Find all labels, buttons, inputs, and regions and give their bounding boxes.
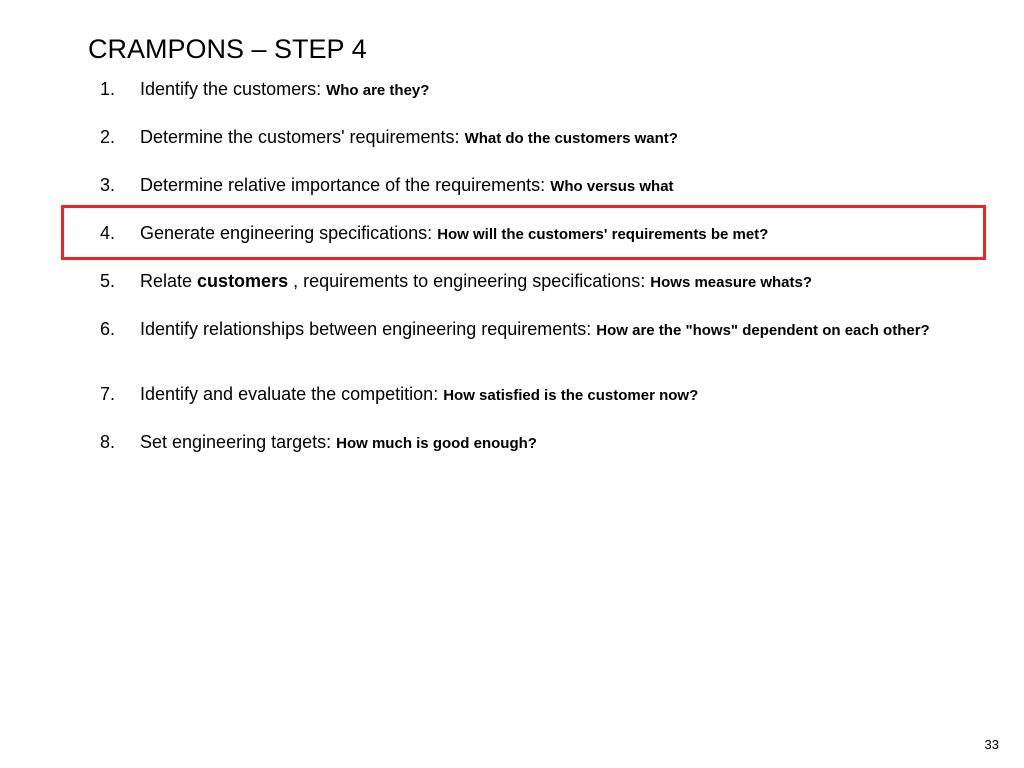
step-text: Identify relationships between engineering requirements: <box>140 319 597 339</box>
step-question: Who are they? <box>326 82 430 99</box>
step-6 <box>98 319 938 341</box>
step-body <box>140 127 938 149</box>
step-body <box>140 79 938 101</box>
step-number: 4. <box>100 223 116 243</box>
step-body <box>140 271 938 293</box>
step-2 <box>98 127 938 149</box>
step-question: How much is good enough? <box>336 435 537 452</box>
step-number: 3. <box>100 175 116 195</box>
step-body <box>140 432 938 454</box>
step-text: Generate engineering specifications: <box>140 223 438 243</box>
step-number: 6. <box>100 319 116 339</box>
step-body <box>140 384 938 406</box>
slide-title: CRAMPONS – STEP 4 <box>88 34 367 64</box>
step-8 <box>98 432 938 454</box>
step-question: What do the customers want? <box>464 130 678 147</box>
step-body <box>140 319 934 341</box>
step-text: Set engineering targets: <box>140 432 337 452</box>
step-body <box>140 223 938 245</box>
step-question: How will the customers' requirements be met? <box>437 226 769 243</box>
step-body <box>140 175 938 197</box>
step-number: 1. <box>100 79 116 99</box>
step-text: Determine relative importance of the requirements: <box>140 175 551 195</box>
step-number: 5. <box>100 271 116 291</box>
step-emphasis: customers <box>197 271 289 291</box>
step-number: 8. <box>100 432 116 452</box>
step-question: Who versus what <box>550 178 674 195</box>
step-number: 2. <box>100 127 116 147</box>
step-text: Identify the customers: <box>140 79 327 99</box>
step-text: Identify and evaluate the competition: <box>140 384 444 404</box>
step-3 <box>98 175 938 197</box>
step-text: , requirements to engineering specifications: <box>288 271 651 291</box>
step-text-before: Relate <box>140 271 198 291</box>
step-question: How satisfied is the customer now? <box>443 387 699 404</box>
step-text: Determine the customers' requirements: <box>140 127 465 147</box>
step-question: How are the "hows" dependent on each other? <box>596 322 930 339</box>
step-number: 7. <box>100 384 116 404</box>
step-1 <box>98 79 938 101</box>
step-7 <box>98 384 938 406</box>
step-question: Hows measure whats? <box>650 274 813 291</box>
step-5 <box>98 271 938 293</box>
step-4 <box>98 223 938 245</box>
page-number: 33 <box>984 737 999 752</box>
